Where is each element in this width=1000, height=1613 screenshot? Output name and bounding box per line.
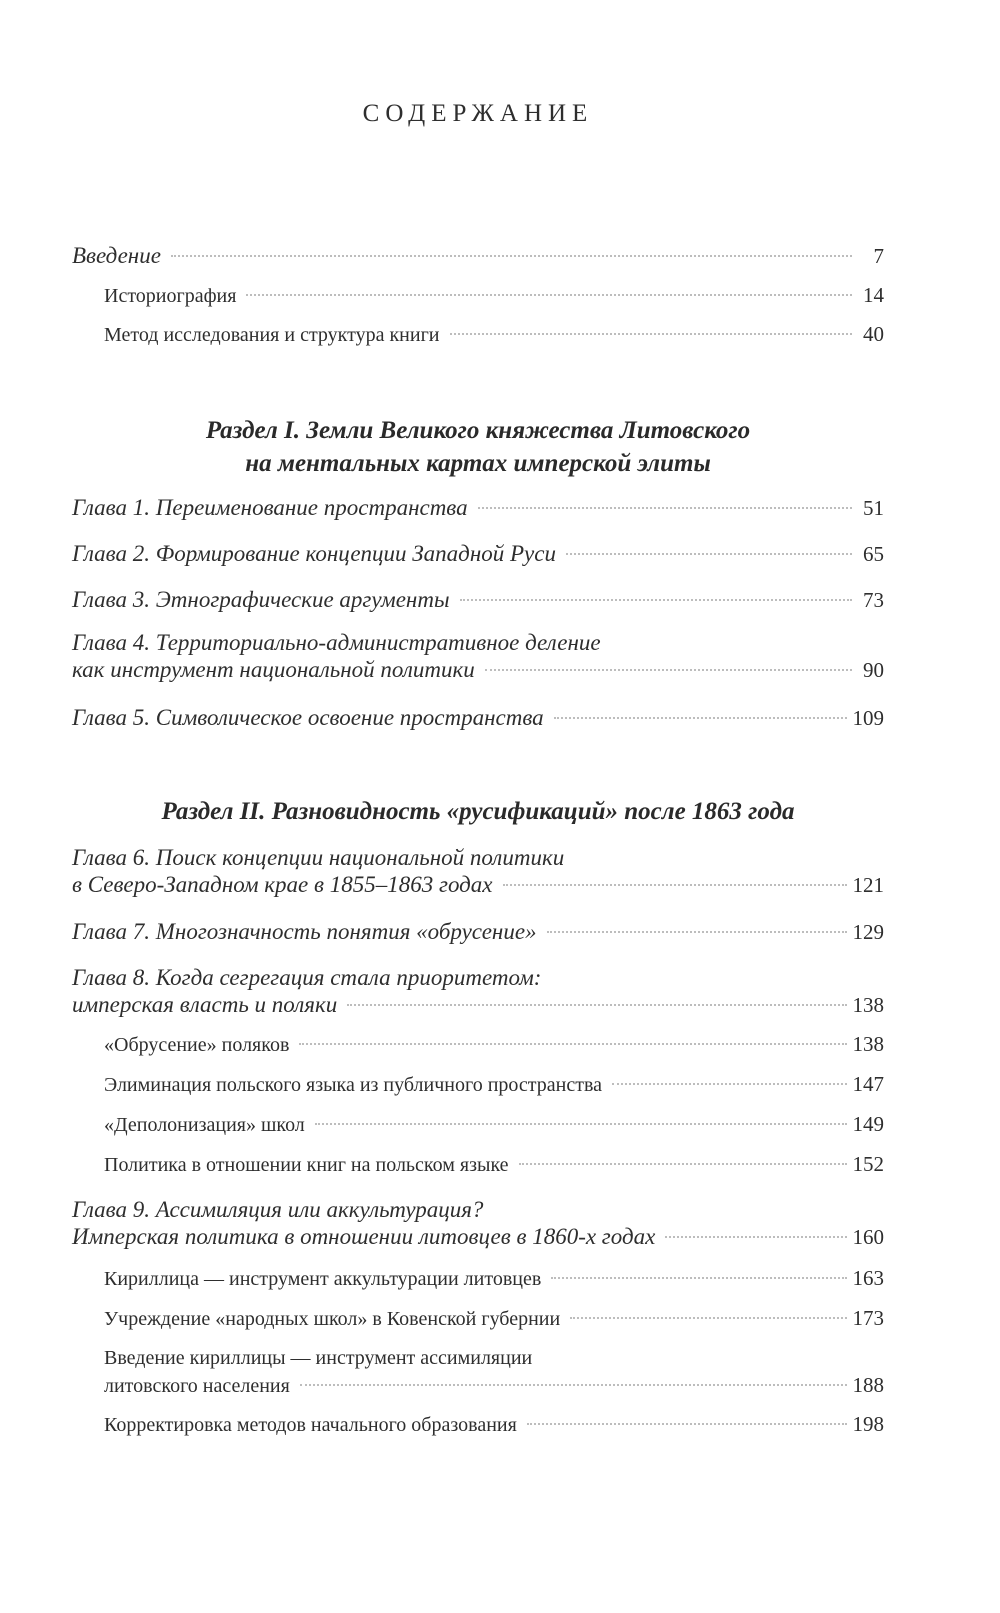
toc-entry-label: имперская власть и поляки bbox=[72, 992, 338, 1017]
toc-entry-chapter-5[interactable] bbox=[72, 704, 884, 732]
toc-page-number: 138 bbox=[852, 1032, 884, 1056]
toc-page-number: 90 bbox=[863, 658, 884, 682]
toc-entry-method[interactable] bbox=[72, 321, 884, 349]
toc-page-number: 147 bbox=[852, 1072, 884, 1096]
toc-entry-label: «Деполонизация» школ bbox=[104, 1114, 305, 1136]
toc-entry-chapter-4-line-1: Глава 4. Территориально-административное деление bbox=[72, 630, 601, 655]
toc-entry-ch9-sub-3-line-1: Введение кириллицы — инструмент ассимиляции bbox=[104, 1347, 533, 1369]
toc-entry-label: Имперская политика в отношении литовцев в 1860-х годах bbox=[72, 1224, 656, 1249]
chapter-6-block[interactable] bbox=[72, 844, 884, 899]
chapter-2-block bbox=[72, 540, 884, 568]
toc-entry-ch8-sub-3[interactable] bbox=[72, 1111, 884, 1139]
section-1-heading-line-1: Раздел I. Земли Великого княжества Литовского bbox=[205, 417, 751, 444]
dot-leader bbox=[300, 1384, 847, 1386]
toc-entry-chapter-8[interactable] bbox=[72, 991, 884, 1019]
section-2-heading: Раздел II. Разновидность «русификаций» после 1863 года bbox=[161, 798, 795, 825]
toc-page-number: 129 bbox=[852, 920, 884, 944]
toc-entry-label: Политика в отношении книг на польском языке bbox=[104, 1154, 509, 1176]
ch8-sub-2-block bbox=[72, 1071, 884, 1099]
toc-entry-chapter-8-line-1: Глава 8. Когда сегрегация стала приоритетом: bbox=[72, 965, 542, 990]
toc-page-number: 65 bbox=[863, 542, 884, 566]
dot-leader bbox=[519, 1163, 847, 1165]
toc-page-number: 109 bbox=[852, 706, 884, 730]
toc-page-number: 14 bbox=[863, 283, 884, 307]
ch9-sub-2-block bbox=[72, 1305, 884, 1333]
toc-entry-label: «Обрусение» поляков bbox=[104, 1034, 290, 1056]
toc-entry-chapter-3[interactable] bbox=[72, 586, 884, 614]
toc-entry-label: Глава 1. Переименование пространства bbox=[72, 495, 468, 520]
ch9-sub-3-block[interactable] bbox=[72, 1345, 884, 1400]
dot-leader bbox=[665, 1236, 846, 1238]
dot-leader bbox=[171, 255, 852, 257]
intro-sub-1-block bbox=[72, 282, 884, 310]
chapter-7-block bbox=[72, 918, 884, 946]
toc-page-number: 160 bbox=[852, 1225, 884, 1249]
toc-entry-chapter-6-line-1: Глава 6. Поиск концепции национальной политики bbox=[72, 845, 565, 870]
toc-page-number: 40 bbox=[863, 322, 884, 346]
toc-entry-label: литовского населения bbox=[104, 1375, 290, 1397]
toc-page-number: 51 bbox=[863, 496, 884, 520]
ch8-sub-3-block bbox=[72, 1111, 884, 1139]
dot-leader bbox=[485, 669, 852, 671]
toc-entry-label: Глава 5. Символическое освоение пространства bbox=[72, 705, 544, 730]
toc-entry-label: Введение bbox=[72, 243, 161, 268]
chapter-8-block[interactable] bbox=[72, 964, 884, 1019]
dot-leader bbox=[554, 717, 847, 719]
toc-entry-chapter-9[interactable] bbox=[72, 1223, 884, 1251]
toc-entry-label: Метод исследования и структура книги bbox=[104, 324, 440, 346]
dot-leader bbox=[551, 1277, 846, 1279]
toc-entry-label: как инструмент национальной политики bbox=[72, 657, 475, 682]
section-1-heading-line-2: на ментальных картах имперской элиты bbox=[245, 450, 711, 477]
toc-entry-intro[interactable] bbox=[72, 242, 884, 270]
dot-leader bbox=[570, 1317, 846, 1319]
page-title: СОДЕРЖАНИЕ bbox=[362, 100, 594, 127]
toc-page-number: 173 bbox=[852, 1306, 884, 1330]
dot-leader bbox=[547, 931, 847, 933]
dot-leader bbox=[503, 884, 847, 886]
dot-leader bbox=[612, 1083, 846, 1085]
chapter-9-block[interactable] bbox=[72, 1196, 884, 1251]
toc-page-number: 149 bbox=[852, 1112, 884, 1136]
dot-leader bbox=[450, 333, 853, 335]
toc-entry-label: Элиминация польского языка из публичного пространства bbox=[104, 1074, 603, 1096]
ch8-sub-1-block bbox=[72, 1031, 884, 1059]
dot-leader bbox=[347, 1004, 846, 1006]
ch9-sub-1-block bbox=[72, 1265, 884, 1293]
toc-page-number: 198 bbox=[852, 1412, 884, 1436]
toc-entry-chapter-2[interactable] bbox=[72, 540, 884, 568]
dot-leader bbox=[246, 294, 852, 296]
toc-page-number: 7 bbox=[873, 244, 884, 268]
toc-entry-ch8-sub-1[interactable] bbox=[72, 1031, 884, 1059]
toc-entry-label: Глава 3. Этнографические аргументы bbox=[72, 587, 450, 612]
toc-entry-label: Учреждение «народных школ» в Ковенской губернии bbox=[104, 1308, 561, 1330]
dot-leader bbox=[527, 1423, 847, 1425]
intro-block bbox=[72, 242, 884, 270]
toc-entry-ch8-sub-2[interactable] bbox=[72, 1071, 884, 1099]
toc-entry-label: Глава 7. Многозначность понятия «обрусение» bbox=[72, 919, 537, 944]
toc-entry-chapter-1[interactable] bbox=[72, 494, 884, 522]
toc-page-number: 163 bbox=[852, 1266, 884, 1290]
dot-leader bbox=[566, 553, 852, 555]
toc-entry-ch9-sub-3[interactable] bbox=[72, 1372, 884, 1400]
section-1-heading bbox=[72, 414, 884, 480]
toc-entry-ch9-sub-4[interactable] bbox=[72, 1411, 884, 1439]
toc-entry-label: в Северо-Западном крае в 1855–1863 годах bbox=[72, 872, 493, 897]
dot-leader bbox=[315, 1123, 847, 1125]
toc-entry-label: Кириллица — инструмент аккультурации литовцев bbox=[104, 1268, 542, 1290]
toc-page-number: 121 bbox=[852, 873, 884, 897]
toc-entry-ch9-sub-2[interactable] bbox=[72, 1305, 884, 1333]
toc-entry-label: Глава 2. Формирование концепции Западной Руси bbox=[72, 541, 556, 566]
toc-page-number: 73 bbox=[863, 588, 884, 612]
toc-page-number: 188 bbox=[852, 1373, 884, 1397]
intro-sub-2-block bbox=[72, 321, 884, 349]
ch9-sub-4-block bbox=[72, 1411, 884, 1439]
chapter-4-block[interactable] bbox=[72, 629, 884, 684]
toc-entry-chapter-9-line-1: Глава 9. Ассимиляция или аккультурация? bbox=[72, 1197, 484, 1222]
toc-entry-chapter-4[interactable] bbox=[72, 656, 884, 684]
toc-entry-chapter-7[interactable] bbox=[72, 918, 884, 946]
dot-leader bbox=[299, 1043, 846, 1045]
toc-entry-ch8-sub-4[interactable] bbox=[72, 1151, 884, 1179]
toc-entry-ch9-sub-1[interactable] bbox=[72, 1265, 884, 1293]
toc-entry-label: Корректировка методов начального образования bbox=[104, 1414, 517, 1436]
chapter-1-block bbox=[72, 494, 884, 522]
chapter-3-block bbox=[72, 586, 884, 614]
toc-page-number: 152 bbox=[852, 1152, 884, 1176]
toc-page-number: 138 bbox=[852, 993, 884, 1017]
chapter-5-block bbox=[72, 704, 884, 732]
dot-leader bbox=[478, 507, 852, 509]
toc-entry-chapter-6[interactable] bbox=[72, 871, 884, 899]
toc-entry-label: Историография bbox=[104, 285, 237, 307]
dot-leader bbox=[460, 599, 852, 601]
toc-entry-historiography[interactable] bbox=[72, 282, 884, 310]
ch8-sub-4-block bbox=[72, 1151, 884, 1179]
